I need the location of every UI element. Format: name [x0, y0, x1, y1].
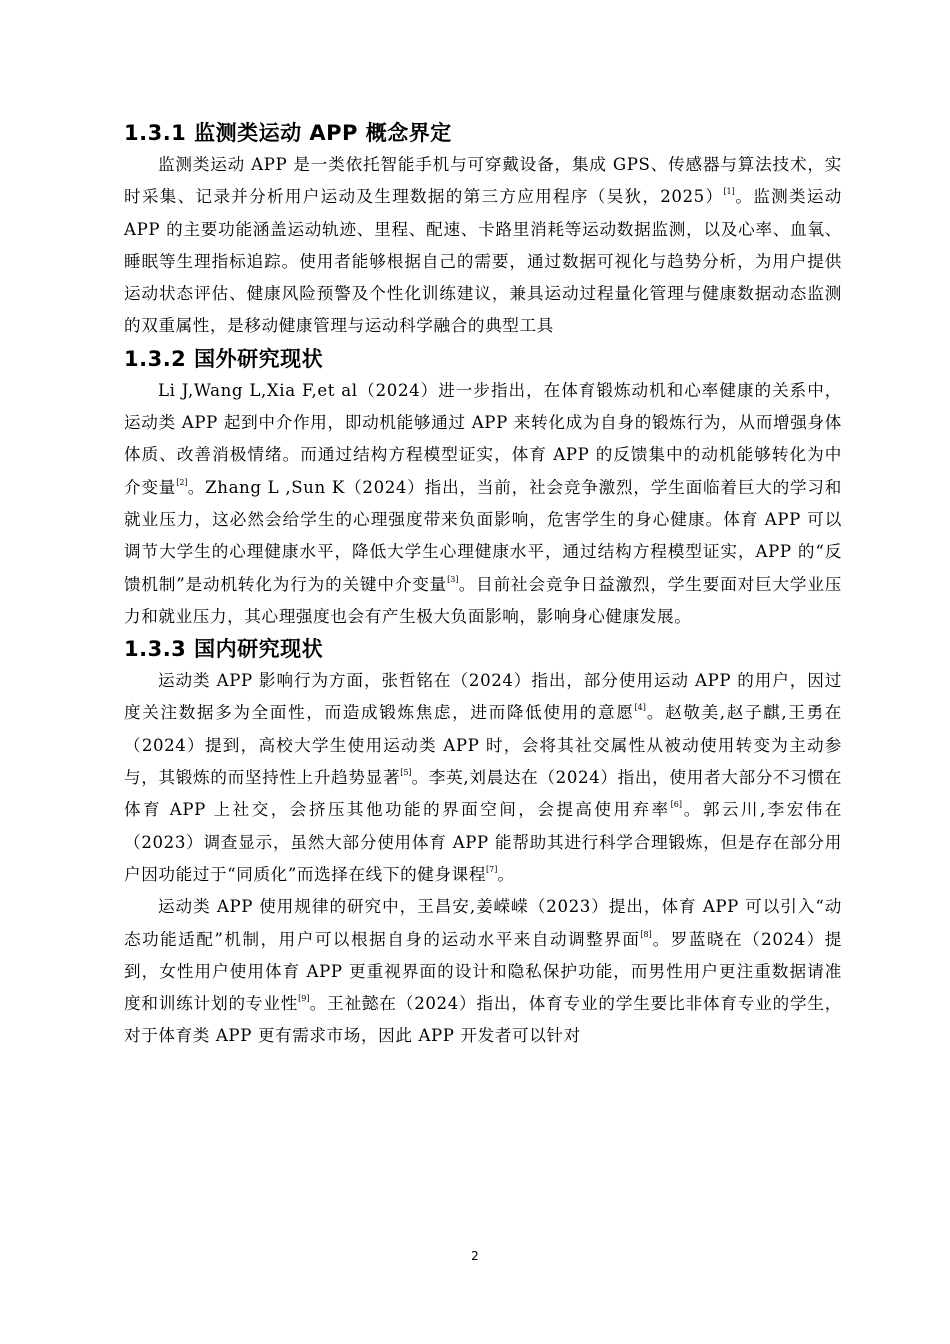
text-run: 。罗蓝晓在（2024）提到，女性用户使用体育 APP 更重视界面的设计和隐私保护功能，而男性用户更注重数据请准度和训练计划的专业性 — [124, 929, 842, 1014]
page-number: 2 — [471, 1249, 479, 1263]
paragraph — [124, 891, 842, 1052]
text-run: 监测类运动 APP 是一类依托智能手机与可穿戴设备，集成 GPS、传感器与算法技术，实时采集、记录并分析用户运动及生理数据的第三方应用程序（吴狄，2025） — [124, 155, 842, 207]
text-run: 运动类 APP 影响行为方面，张哲铭在（2024）指出，部分使用运动 APP 的用户，因过度关注数据多为全面性，而造成锻炼焦虑，进而降低使用的意愿 — [124, 671, 842, 723]
citation-marker: [5] — [400, 768, 412, 778]
paragraph — [124, 375, 842, 633]
text-run: 。王祉懿在（2024）指出，体育专业的学生要比非体育专业的学生，对于体育类 APP 更有需求市场，因此 APP 开发者可以针对 — [124, 994, 843, 1046]
citation-marker: [1] — [723, 187, 735, 197]
paragraph — [124, 665, 842, 891]
text-run: 。监测类运动 APP 的主要功能涵盖运动轨迹、里程、配速、卡路里消耗等运动数据监测，以及心率、血氧、睡眠等生理指标追踪。使用者能够根据自己的需要，通过数据可视化与趋势分析，为用户提供运动状态评估、健康风险预警及个性化训练建议，兼具运动过程量化管理与健康数据动态监测的双重属性，是移动健康管理与运动科学融合的典型工具 — [124, 187, 842, 336]
citation-marker: [6] — [670, 800, 682, 810]
citation-marker: [2] — [176, 477, 188, 487]
citation-marker: [4] — [634, 703, 646, 713]
text-run: 。Zhang L ,Sun K（2024）指出，当前，社会竞争激烈，学生面临着巨大的学习和就业压力，这必然会给学生的心理强度带来负面影响，危害学生的身心健康。体育 APP 可以调节大学生的心理健康水平，降低大学生心理健康水平，通过结构方程模型证实，APP 的“反馈机制”是动机转化为行为的关键中介变量 — [124, 477, 842, 594]
section-heading: 1.3.2 国外研究现状 — [124, 346, 324, 371]
paragraph — [124, 149, 842, 343]
citation-marker: [7] — [486, 864, 498, 874]
text-run: 。目前社会竞争日益激烈，学生要面对巨大学业压力和就业压力，其心理强度也会有产生极大负面影响，影响身心健康发展。 — [124, 574, 842, 626]
text-run: Li J,Wang L,Xia F,et al（2024）进一步指出，在体育锻炼动机和心率健康的关系中，运动类 APP 起到中介作用，即动机能够通过 APP 来转化成为自身的锻炼行为，从而增强身体体质、改善消极情绪。而通过结构方程模型证实，体育 APP 的反馈集中的动机能够转化为中介变量 — [124, 380, 842, 497]
section-heading: 1.3.3 国内研究现状 — [124, 637, 324, 662]
text-run: 。 — [497, 864, 515, 884]
page-body — [124, 117, 842, 1053]
text-run: 。李英,刘晨达在（2024）指出，使用者大部分不习惯在体育 APP 上社交，会挤压其他功能的界面空间，会提高使用弃率 — [124, 768, 842, 820]
citation-marker: [3] — [447, 574, 459, 584]
section-1-3-2 — [124, 343, 842, 633]
section-1-3-1 — [124, 117, 842, 343]
text-run: 运动类 APP 使用规律的研究中，王昌安,姜嵘嵘（2023）提出，体育 APP 可以引入“动态功能适配”机制，用户可以根据自身的运动水平来自动调整界面 — [124, 897, 842, 949]
text-run: 。郭云川,李宏伟在（2023）调查显示，虽然大部分使用体育 APP 能帮助其进行科学合理锻炼，但是存在部分用户因功能过于“同质化”而选择在线下的健身课程 — [124, 800, 842, 884]
section-heading: 1.3.1 监测类运动 APP 概念界定 — [124, 121, 452, 145]
section-1-3-3 — [124, 633, 842, 1053]
citation-marker: [9] — [298, 994, 310, 1004]
text-run: 。赵敬美,赵子麒,王勇在（2024）提到，高校大学生使用运动类 APP 时，会将其社交属性从被动使用转变为主动参与，其锻炼的而坚持性上升趋势显著 — [124, 703, 842, 788]
citation-marker: [8] — [640, 929, 652, 939]
